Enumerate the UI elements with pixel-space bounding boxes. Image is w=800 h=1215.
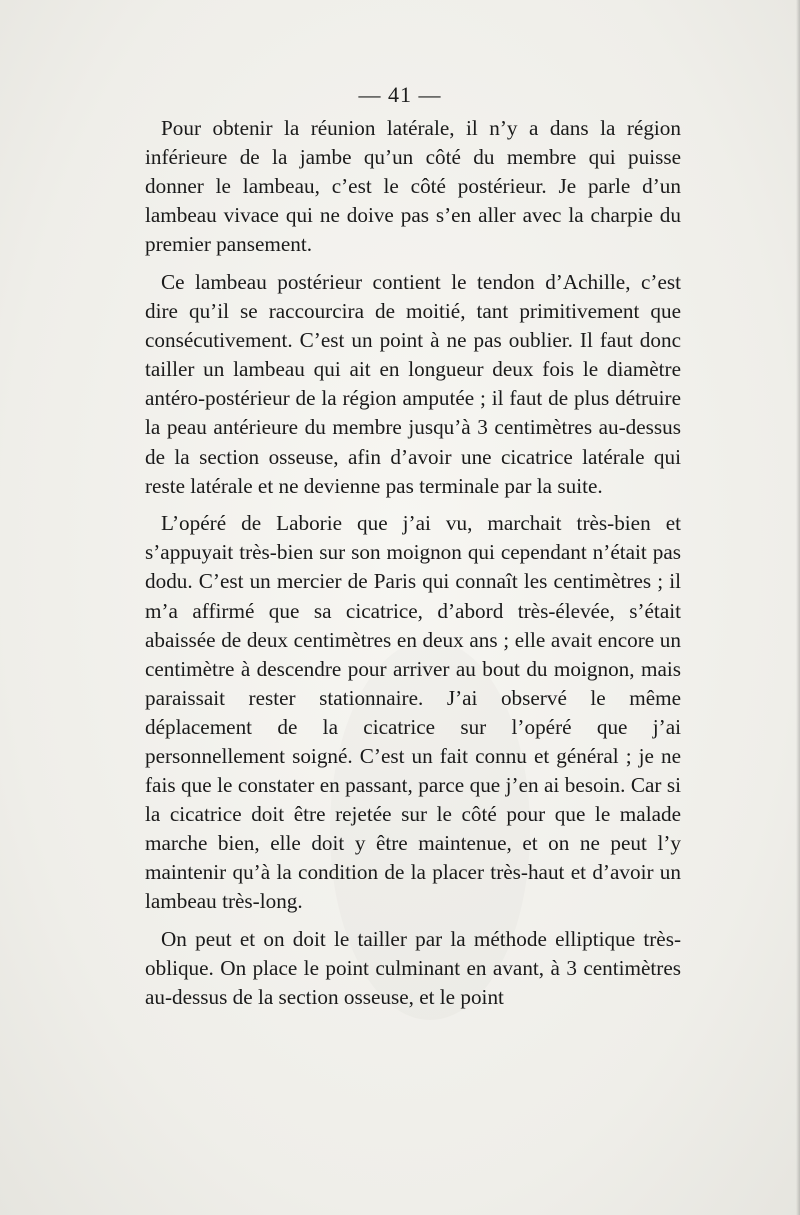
paragraph-3: L’opéré de Laborie que j’ai vu, marchait très-bien et s’appuyait très-bien sur son moignon qui cependant n’était pas dodu. C’est un mercier de Paris qui connaît les centimètres ; il m’a affirmé que sa cicatrice, d’abord très-élevée, s’était abaissée de deux centimètres en deux ans ; elle avait encore un centimètre à descendre pour arriver au bout du moignon, mais paraissait rester stationnaire. J’ai observé le même déplacement de la cicatrice sur l’opéré que j’ai personnellement soigné. C’est un fait connu et général ; je ne fais que le constater en passant, parce que j’en ai besoin. Car si la cicatrice doit être rejetée sur le côté pour que le malade marche bien, elle doit y être maintenue, et on ne peut l’y maintenir qu’à la condition de la placer très-haut et d’avoir un lambeau très-long.: [145, 511, 681, 914]
paragraph-2: Ce lambeau postérieur contient le tendon d’Achille, c’est dire qu’il se raccourcira de moitié, tant primitivement que consécutivement. C’est un point à ne pas oublier. Il faut donc tailler un lambeau qui ait en longueur deux fois le diamètre antéro-postérieur de la région amputée ; il faut de plus détruire la peau antérieure du membre jusqu’à 3 centimètres au-dessus de la section osseuse, afin d’avoir une cicatrice latérale qui reste latérale et ne devienne pas terminale par la suite.: [145, 269, 681, 498]
page-edge-shadow: [796, 0, 800, 1215]
paragraph-4: On peut et on doit le tailler par la méthode elliptique très-oblique. On place le point culminant en avant, à 3 centimètres au-dessus de la section osseuse, et le point: [145, 927, 681, 1010]
body-text: [145, 114, 681, 1012]
page-number: — 41 —: [358, 82, 442, 107]
paragraph-1: Pour obtenir la réunion latérale, il n’y a dans la région inférieure de la jambe qu’un côté du membre qui puisse donner le lambeau, c’est le côté postérieur. Je parle d’un lambeau vivace qui ne doive pas s’en aller avec la charpie du premier pansement.: [145, 116, 681, 257]
